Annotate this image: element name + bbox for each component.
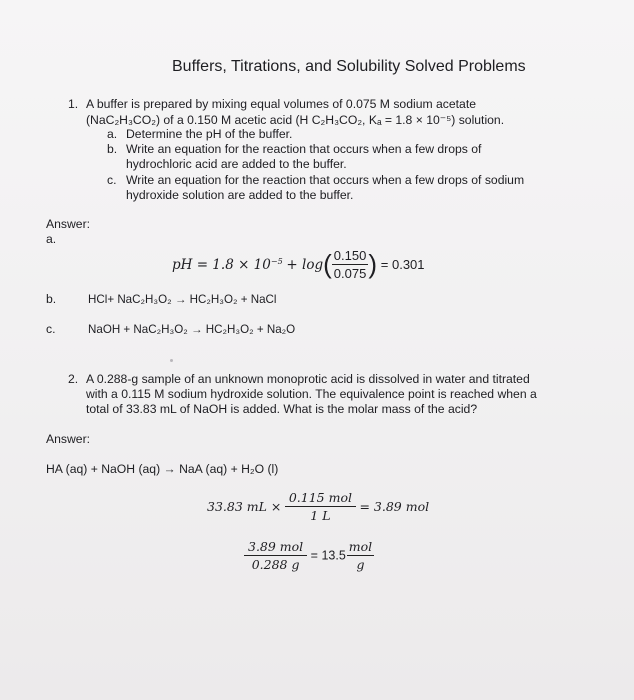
question-1-part-a-text: Determine the pH of the buffer. — [126, 127, 293, 141]
moles-calc-numerator: 0.115 mol — [285, 490, 356, 507]
ph-equation-lhs: pH = 1.8 × 10 — [172, 256, 271, 273]
ph-ratio-denominator: 0.075 — [333, 266, 367, 281]
answer-1-b-equation: HCl+ NaC₂H₃O₂ → HC₂H₃O₂ + NaCl — [88, 293, 277, 306]
question-2-line-1: A 0.288-g sample of an unknown monoprotic acid is dissolved in water and titrated — [86, 372, 530, 386]
moles-calculation — [207, 490, 429, 523]
question-1-part-b-text-1: Write an equation for the reaction that occurs when a few drops of — [126, 142, 482, 156]
ph-equation-log: + log — [286, 256, 324, 273]
answer-1-b-label: b. — [46, 292, 57, 306]
answer-1-a-label: a. — [46, 232, 57, 246]
question-1-line-2: (NaC₂H₃CO₂) of a 0.150 M acetic acid (H C₂H₃CO₂, Kₐ = 1.8 × 10⁻⁵) solution. — [86, 113, 505, 127]
moles-calc-fraction — [285, 490, 356, 523]
question-1-part-b-label: b. — [107, 142, 118, 156]
answer-2-reaction: HA (aq) + NaOH (aq) → NaA (aq) + H₂O (l) — [46, 462, 279, 476]
moles-calc-result: = 3.89 mol — [359, 499, 430, 514]
molar-mass-unit — [347, 539, 374, 572]
question-1-part-a-label: a. — [107, 127, 118, 141]
stray-mark — [170, 359, 173, 362]
ph-ratio-fraction — [332, 248, 369, 281]
molar-mass-value: = 13.5 — [310, 548, 346, 563]
question-1-part-c-text-2: hydroxide solution are added to the buffer. — [126, 188, 354, 202]
question-1-part-c-label: c. — [107, 173, 117, 187]
molar-mass-calculation — [244, 539, 374, 572]
molar-mass-unit-denominator: g — [356, 557, 365, 572]
answer-1-c-equation: NaOH + NaC₂H₃O₂ → HC₂H₃O₂ + Na₂O — [88, 323, 296, 336]
page-title: Buffers, Titrations, and Solubility Solved Problems — [172, 58, 526, 75]
moles-calc-lhs: 33.83 mL × — [207, 499, 282, 514]
ph-ratio-numerator: 0.150 — [333, 248, 367, 263]
moles-calc-denominator: 1 L — [310, 508, 331, 523]
question-1-part-b-text-2: hydrochloric acid are added to the buffer. — [126, 157, 347, 171]
molar-mass-unit-numerator: mol — [348, 539, 373, 554]
question-1-part-c-text-1: Write an equation for the reaction that occurs when a few drops of sodium — [126, 173, 525, 187]
question-1-number: 1. — [68, 97, 79, 111]
ph-equation: pH = $1.8 \times 10^{-5} + \log$( $\frac{0.150}{0.075}$ ) = 0.301 — [172, 248, 425, 281]
question-1-line-1: A buffer is prepared by mixing equal volumes of 0.075 M sodium acetate — [86, 97, 476, 111]
ph-equation-result: = 0.301 — [380, 257, 425, 272]
question-2-line-3: total of 33.83 mL of NaOH is added. What is the molar mass of the acid? — [86, 402, 478, 416]
molar-mass-numerator: 3.89 mol — [244, 539, 307, 556]
molar-mass-fraction — [244, 539, 307, 572]
molar-mass-denominator: 0.288 g — [251, 557, 300, 572]
question-2-line-2: with a 0.115 M sodium hydroxide solution. The equivalence point is reached when a — [86, 387, 537, 401]
answer-2-heading: Answer: — [46, 432, 91, 446]
answer-1-heading: Answer: — [46, 217, 91, 231]
answer-1-c-label: c. — [46, 322, 56, 336]
ph-equation-exponent: −5 — [270, 256, 283, 266]
question-2-number: 2. — [68, 372, 79, 386]
